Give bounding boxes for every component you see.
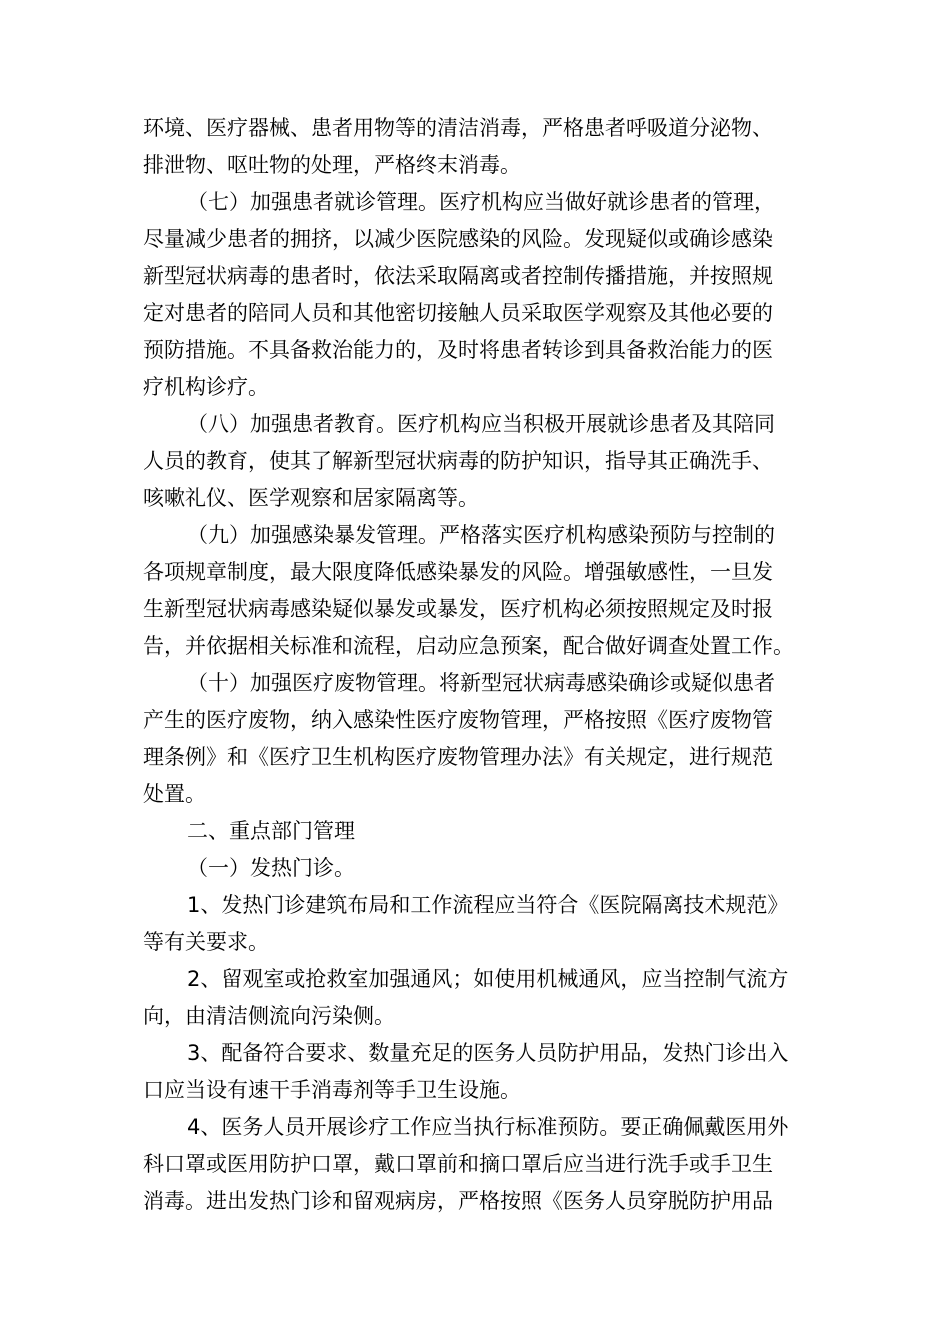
- text-line: 2、留观室或抢救室加强通风；如使用机械通风，应当控制气流方: [187, 967, 789, 991]
- text-line: 科口罩或医用防护口罩，戴口罩前和摘口罩后应当进行洗手或手卫生: [143, 1152, 773, 1176]
- text-line: 等有关要求。: [143, 930, 269, 954]
- text-line: 向，由清洁侧流向污染侧。: [143, 1004, 395, 1028]
- text-line: 1、发热门诊建筑布局和工作流程应当符合《医院隔离技术规范》: [187, 893, 789, 917]
- text-line: （七）加强患者就诊管理。医疗机构应当做好就诊患者的管理，: [187, 190, 775, 214]
- text-line: 人员的教育，使其了解新型冠状病毒的防护知识，指导其正确洗手、: [143, 449, 773, 473]
- text-line: 4、医务人员开展诊疗工作应当执行标准预防。要正确佩戴医用外: [187, 1115, 789, 1139]
- text-line: 3、配备符合要求、数量充足的医务人员防护用品，发热门诊出入: [187, 1041, 789, 1065]
- text-line: 咳嗽礼仪、医学观察和居家隔离等。: [143, 486, 479, 510]
- text-line: 定对患者的陪同人员和其他密切接触人员采取医学观察及其他必要的: [143, 301, 773, 325]
- text-line: 处置。: [143, 782, 206, 806]
- document-body: [143, 110, 811, 1220]
- text-line: 环境、医疗器械、患者用物等的清洁消毒，严格患者呼吸道分泌物、: [143, 116, 773, 140]
- text-line: 生新型冠状病毒感染疑似暴发或暴发，医疗机构必须按照规定及时报: [143, 597, 773, 621]
- text-line: （九）加强感染暴发管理。严格落实医疗机构感染预防与控制的: [187, 523, 775, 547]
- text-line: 预防措施。不具备救治能力的，及时将患者转诊到具备救治能力的医: [143, 338, 773, 362]
- text-line: 新型冠状病毒的患者时，依法采取隔离或者控制传播措施，并按照规: [143, 264, 773, 288]
- text-line: 告，并依据相关标准和流程，启动应急预案，配合做好调查处置工作。: [143, 634, 794, 658]
- text-line: 排泄物、呕吐物的处理，严格终末消毒。: [143, 153, 521, 177]
- text-line: （八）加强患者教育。医疗机构应当积极开展就诊患者及其陪同: [187, 412, 775, 436]
- text-line: （一）发热门诊。: [187, 856, 355, 880]
- text-line: （十）加强医疗废物管理。将新型冠状病毒感染确诊或疑似患者: [187, 671, 775, 695]
- text-line: 口应当设有速干手消毒剂等手卫生设施。: [143, 1078, 521, 1102]
- text-line: 疗机构诊疗。: [143, 375, 269, 399]
- text-line: 产生的医疗废物，纳入感染性医疗废物管理，严格按照《医疗废物管: [143, 708, 773, 732]
- text-line: 理条例》和《医疗卫生机构医疗废物管理办法》有关规定，进行规范: [143, 745, 773, 769]
- text-line: 尽量减少患者的拥挤，以减少医院感染的风险。发现疑似或确诊感染: [143, 227, 773, 251]
- text-line: 二、重点部门管理: [187, 819, 355, 843]
- text-line: 各项规章制度，最大限度降低感染暴发的风险。增强敏感性，一旦发: [143, 560, 773, 584]
- text-line: 消毒。进出发热门诊和留观病房，严格按照《医务人员穿脱防护用品: [143, 1189, 773, 1213]
